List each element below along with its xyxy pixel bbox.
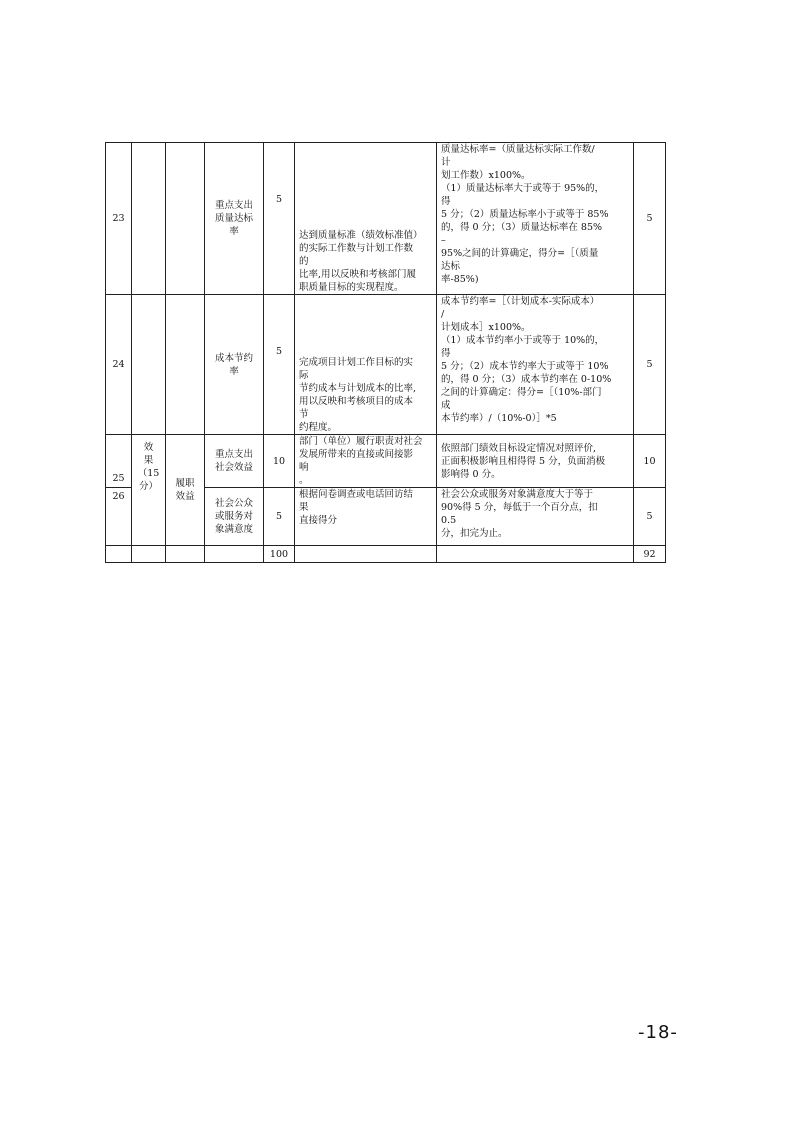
indicator-score: 5 (264, 143, 295, 295)
indicator-name: 成本节约 率 (205, 295, 264, 435)
scoring-rule: 成本节约率=［（计划成本-实际成本） / 计划成本］x100%。 （1）成本节约率小于或等于 10%的， 得 5 分；（2）成本节约率大于或等于 10% 的，得 0 分；（3）成本节约率在 0-10% 之间的计算确定：得分=［（10%-部门 成 本节约率）/（10%-0）］*5 (437, 295, 634, 435)
empty-cell (295, 546, 437, 563)
page-number: -18- (638, 1022, 678, 1043)
empty-cell (132, 546, 166, 563)
indicator-name: 重点支出 质量达标 率 (205, 143, 264, 295)
row-number: 24 (106, 295, 132, 435)
indicator-score: 10 (264, 435, 295, 488)
indicator-score: 5 (264, 488, 295, 546)
indicator-name: 重点支出 社会效益 (205, 435, 264, 488)
category-cell (132, 295, 166, 435)
evaluation-table (105, 142, 666, 563)
row-number: 26 (106, 488, 132, 546)
awarded-score: 5 (634, 143, 666, 295)
subcategory-cell (166, 295, 205, 435)
empty-cell (437, 546, 634, 563)
indicator-description: 部门（单位）履行职责对社会 发展所带来的直接或间接影 响 。 (295, 435, 437, 488)
empty-cell (106, 546, 132, 563)
indicator-name: 社会公众 或服务对 象满意度 (205, 488, 264, 546)
empty-cell (205, 546, 264, 563)
indicator-description: 完成项目计划工作目标的实 际 节约成本与计划成本的比率, 用以反映和考核项目的成本 节 约程度。 (295, 295, 437, 435)
indicator-description: 达到质量标准（绩效标准值） 的实际工作数与计划工作数 的 比率,用以反映和考核部门履 职质量目标的实现程度。 (295, 143, 437, 295)
scoring-rule: 依照部门绩效目标设定情况对照评价, 正面积极影响且相得得 5 分，负面消极 影响得 0 分。 (437, 435, 634, 488)
table-row (106, 435, 666, 488)
awarded-score: 5 (634, 295, 666, 435)
empty-cell (166, 546, 205, 563)
scoring-rule: 质量达标率=（质量达标实际工作数/ 计 划工作数）x100%。 （1）质量达标率大于或等于 95%的， 得 5 分；（2）质量达标率小于或等于 85% 的，得 0 分；（3）质量达标率在 85% – 95%之间的计算确定，得分=［（质量 达标 率-85%) (437, 143, 634, 295)
scoring-rule: 社会公众或服务对象满意度大于等于 90%得 5 分，每低于一个百分点，扣 0.5 分，扣完为止。 (437, 488, 634, 546)
category-effect: 效 果 （15 分） (132, 435, 166, 546)
total-score: 100 (264, 546, 295, 563)
total-awarded: 92 (634, 546, 666, 563)
total-row (106, 546, 666, 563)
awarded-score: 10 (634, 435, 666, 488)
subcategory-cell (166, 143, 205, 295)
table-row (106, 143, 666, 295)
indicator-score: 5 (264, 295, 295, 435)
indicator-description: 根据问卷调查或电话回访结 果 直接得分 (295, 488, 437, 546)
row-number: 25 (106, 435, 132, 488)
subcategory-performance: 履职 效益 (166, 435, 205, 546)
row-number: 23 (106, 143, 132, 295)
category-cell (132, 143, 166, 295)
awarded-score: 5 (634, 488, 666, 546)
table-row (106, 295, 666, 435)
